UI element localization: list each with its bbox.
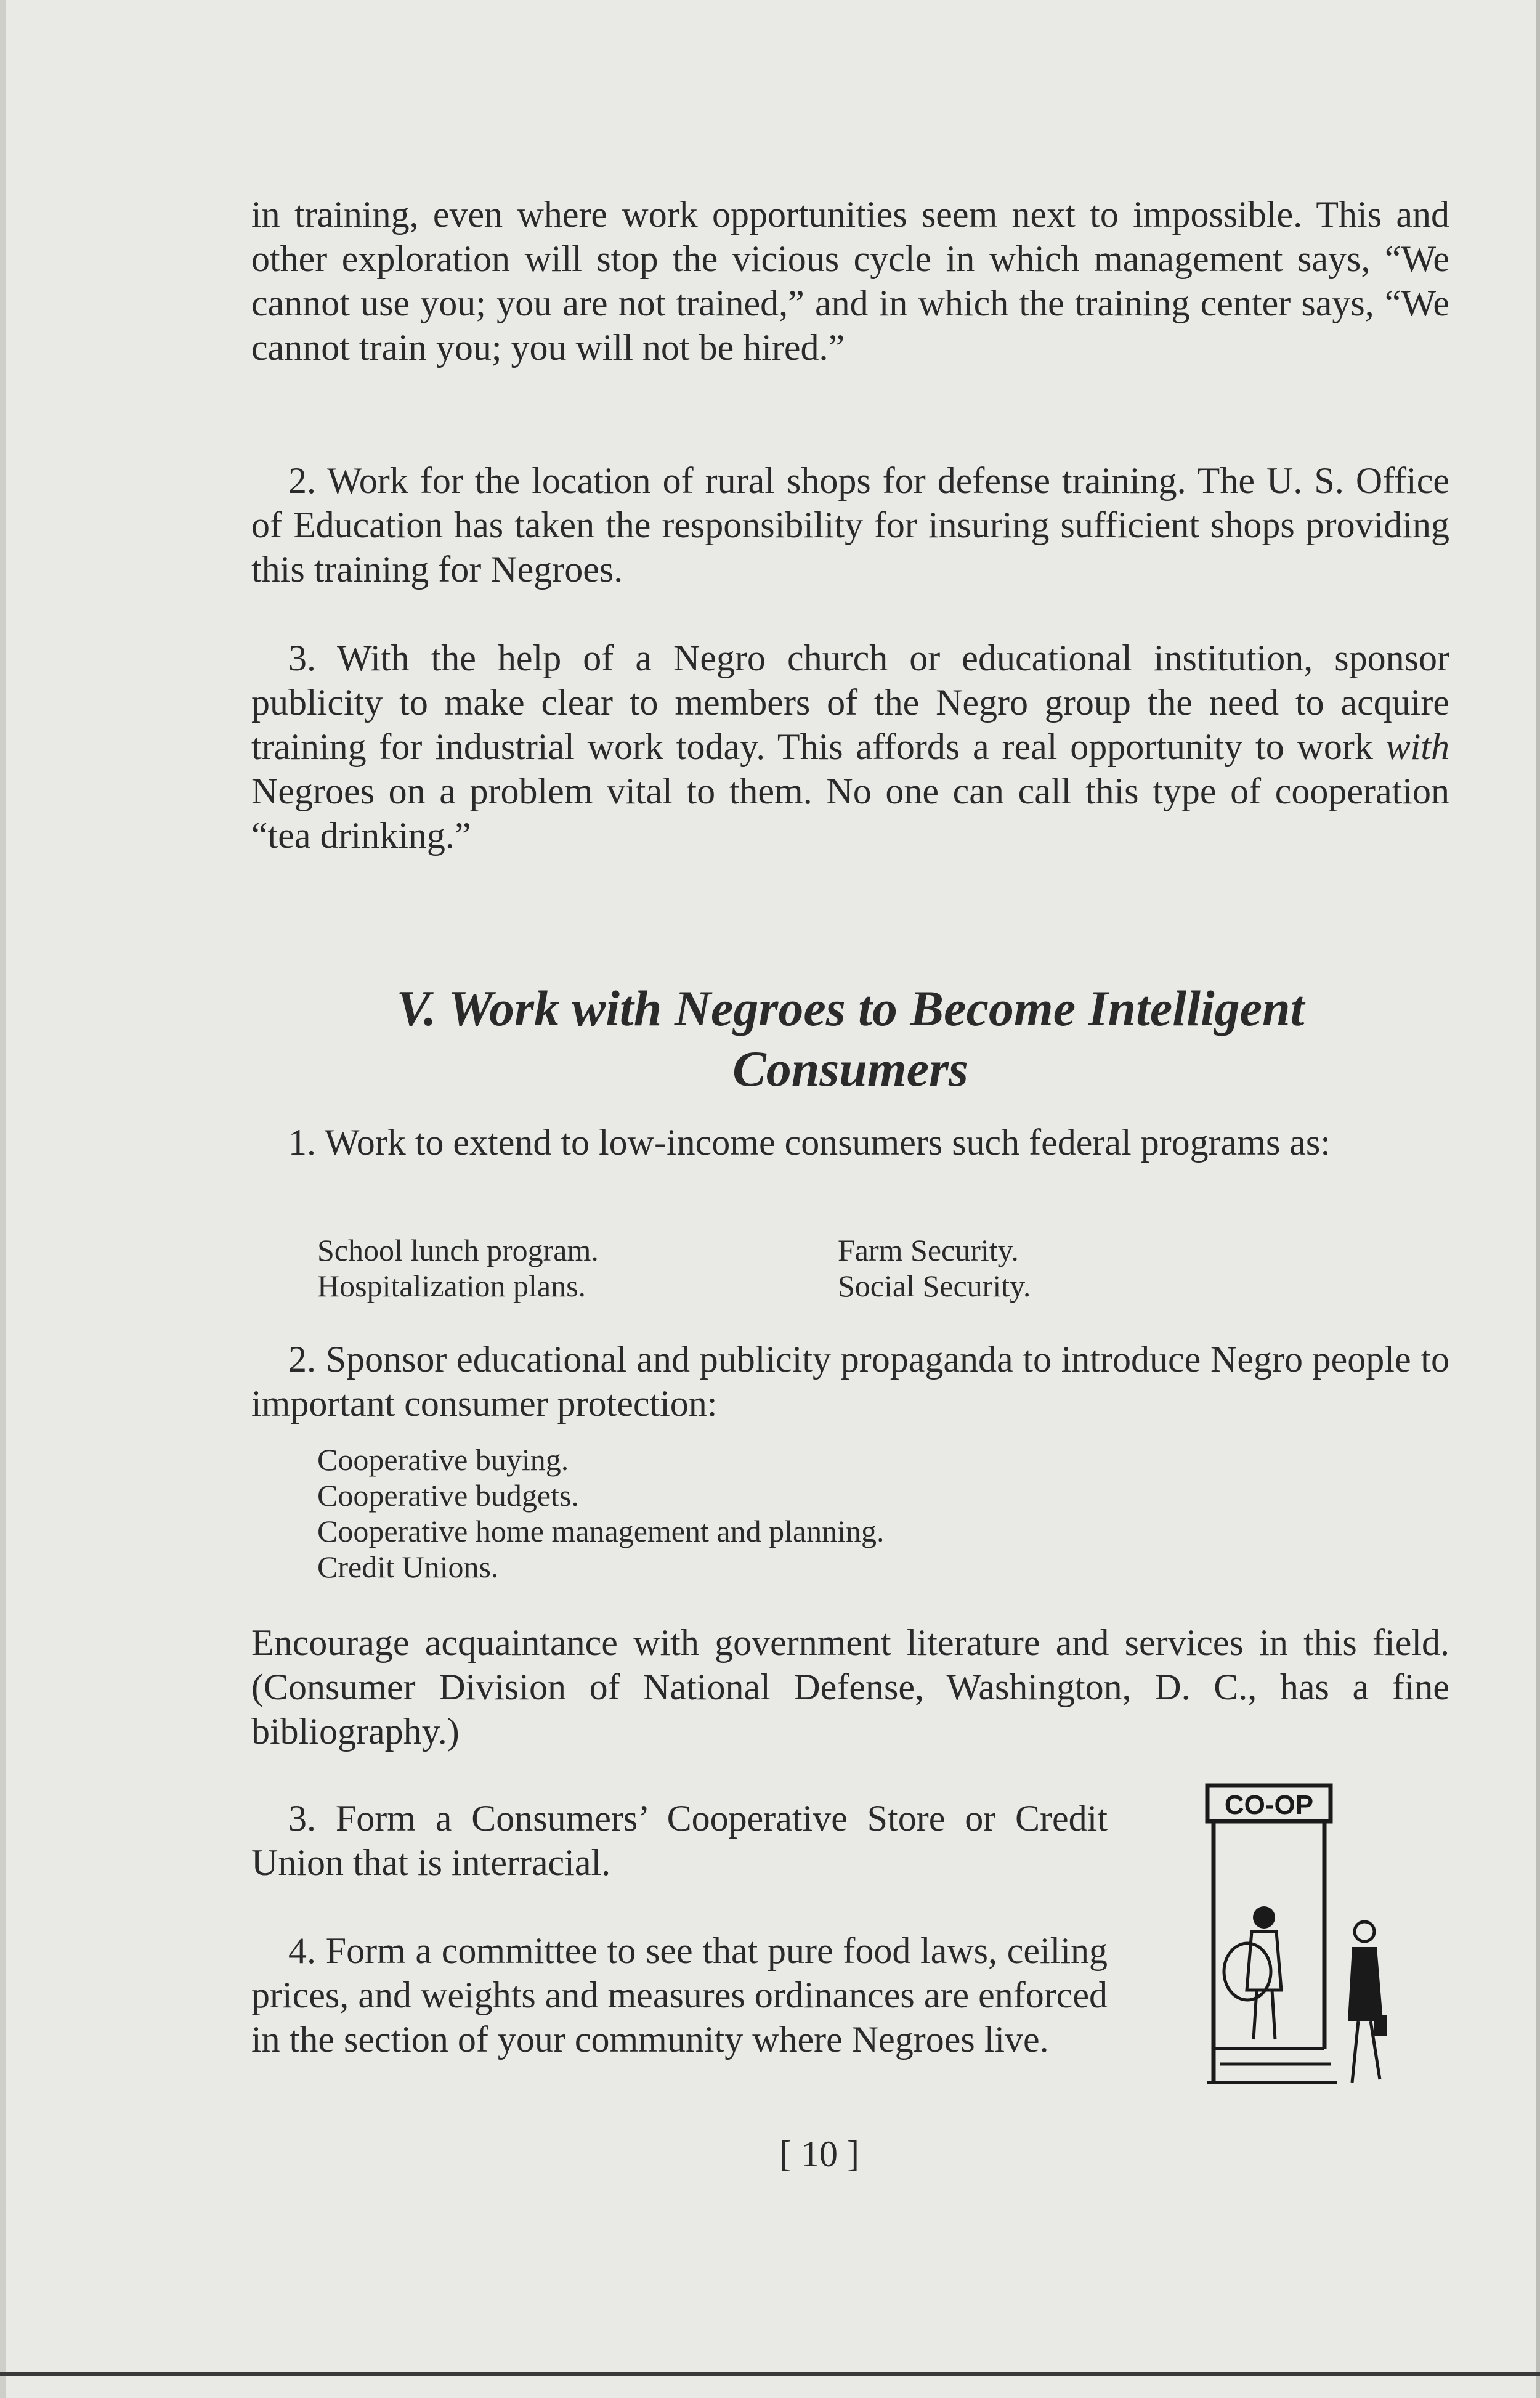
list-item: Credit Unions. xyxy=(317,1550,499,1584)
paragraph-text: Encourage acquaintance with government literature and services in this field. (Consumer Division of National Defense, Washington, D. C., has a fine bibliography.) xyxy=(251,1622,1449,1752)
shopper-dress xyxy=(1247,1932,1281,1990)
paragraph-text: 3. Form a Consumers’ Cooperative Store or Credit Union that is interracial. xyxy=(251,1798,1108,1883)
paragraph-item-2 xyxy=(251,458,1449,591)
page-right-edge xyxy=(1536,0,1540,2398)
emphasis-text: with xyxy=(1385,726,1449,767)
paragraph-continuation xyxy=(251,192,1449,370)
page-left-edge xyxy=(0,0,6,2398)
walker-head xyxy=(1355,1922,1374,1941)
page-number: [ 10 ] xyxy=(779,2134,859,2174)
list-item: School lunch program. xyxy=(317,1233,599,1267)
list-item: Social Security. xyxy=(838,1269,1031,1303)
section-item-3 xyxy=(251,1796,1108,1885)
paragraph-item-3 xyxy=(251,636,1449,858)
section-heading-line-1: V. Work with Negroes to Become Intelligent xyxy=(396,980,1305,1036)
list-item: Cooperative home management and planning. xyxy=(317,1514,885,1548)
shopper-head xyxy=(1253,1906,1275,1929)
coop-sign-text: CO-OP xyxy=(1224,1790,1314,1820)
paragraph-text: 1. Work to extend to low-income consumers such federal programs as: xyxy=(288,1122,1331,1163)
list-item: Farm Security. xyxy=(838,1233,1019,1267)
paragraph-text: in training, even where work opportunities seem next to impossible. This and other exploration will stop the vicious cycle in which management says, “We cannot use you; you are not trained,” and in which the training center says, “We cannot train you; you will not be hired.” xyxy=(251,194,1449,368)
paragraph-text-part: Negroes on a problem vital to them. No one can call this type of cooperation “tea drinking.” xyxy=(251,771,1449,856)
section-heading-line-2: Consumers xyxy=(732,1041,968,1097)
programs-list-left xyxy=(317,1232,599,1304)
section-heading xyxy=(251,978,1449,1099)
walker-handbag-icon xyxy=(1374,2015,1387,2036)
encourage-paragraph xyxy=(251,1620,1449,1754)
shopper-leg-right xyxy=(1272,1990,1275,2039)
paragraph-text: 2. Work for the location of rural shops for defense training. The U. S. Office of Education has taken the responsibility for insuring sufficient shops providing this training for Negroes. xyxy=(251,460,1449,590)
list-item: Cooperative budgets. xyxy=(317,1478,579,1513)
protections-list xyxy=(317,1442,885,1585)
coop-store-illustration xyxy=(1195,1774,1392,2107)
paragraph-text: 2. Sponsor educational and publicity propaganda to introduce Negro people to important consumer protection: xyxy=(251,1339,1449,1424)
section-item-1 xyxy=(251,1120,1449,1164)
paragraph-text-part: 3. With the help of a Negro church or educational institution, sponsor publicity to make clear to members of the Negro group the need to acquire training for industrial work today. This affords a real opportunity to work xyxy=(251,638,1449,767)
walker-leg-left xyxy=(1352,2021,1358,2083)
paragraph-text: 4. Form a committee to see that pure food laws, ceiling prices, and weights and measures ordinances are enforced in the section of your community where Negroes live. xyxy=(251,1930,1108,2060)
section-item-2 xyxy=(251,1337,1449,1426)
bottom-edge-line xyxy=(0,2372,1540,2376)
list-item: Hospitalization plans. xyxy=(317,1269,586,1303)
paragraph-text xyxy=(251,636,1449,858)
section-item-4 xyxy=(251,1929,1108,2062)
programs-list-right xyxy=(838,1232,1031,1304)
list-item: Cooperative buying. xyxy=(317,1442,569,1477)
walker-coat xyxy=(1348,1947,1383,2021)
